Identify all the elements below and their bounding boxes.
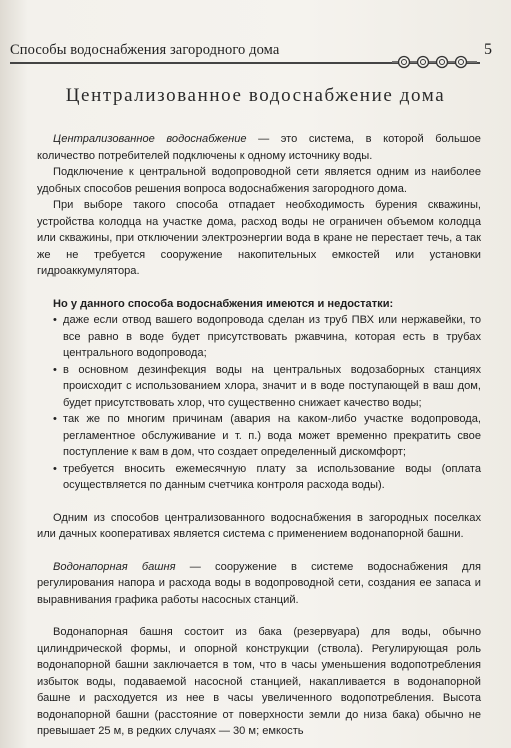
tower-definition: — сооружение в системе водоснабжения для регулирования напора и расхода воды в водопроводной сети, создания ее запаса и выравнивания графика работы насосных станций. bbox=[37, 560, 481, 606]
main-text bbox=[37, 131, 481, 740]
bullet-icon: • bbox=[53, 462, 57, 475]
intro-paragraph bbox=[37, 131, 481, 164]
list-item: • так же по многим причинам (авария на каком-либо участке водопровода, регламентное обслуживание и т. п.) вода может временно прекратить свое поступление к вам в дом, что создает определенный дискомфорт; bbox=[53, 413, 481, 458]
paragraph: При выборе такого способа отпадает необходимость бурения скважины, устройства колодца на участке дома, расход воды не ограничен объемом колодца или скважины, при отключении электроэнергии вода в кране не перестает течь, а так же не требуется сооружение накопительных емкостей или установки гидроаккумулятора. bbox=[37, 199, 481, 277]
list-item: • требуется вносить ежемесячную плату за использование воды (оплата осуществляется по данным счетчика контроля расхода воды). bbox=[53, 462, 481, 491]
intro-term: Централизованное водоснабжение bbox=[53, 133, 247, 145]
tower-description-paragraph: Водонапорная башня состоит из бака (резервуара) для воды, обычно цилиндрической формы, и опорной конструкции (ствола). Регулирующая роль водонапорной башни заключается в том, что в часы уменьшения водопотребления избыток воды, подаваемой насосной станцией, накапливается в водонапорной башне и расходуется из нее в часы увеличенного водопотребления. Высота водонапорной башни (расстояние от поверхности земли до низа бака) обычно не превышает 25 м, в редких случаях — 30 м; емкость bbox=[37, 626, 481, 737]
page-number: 5 bbox=[484, 41, 492, 58]
bullet-icon: • bbox=[53, 363, 57, 376]
header-ornament-icon bbox=[392, 55, 477, 69]
list-item: • даже если отвод вашего водопровода сделан из труб ПВХ или нержавейки, то все равно в воде будет присутствовать ржавчина, которая есть в трубах центрального водопровода; bbox=[53, 314, 481, 359]
running-title: Способы водоснабжения загородного дома bbox=[10, 42, 280, 58]
intro-definition: — это система, в которой большое количество потребителей подключены к одному источнику воды. bbox=[37, 133, 481, 162]
list-item: • в основном дезинфекция воды на центральных водозаборных станциях происходит с использованием хлора, значит и в воде поступающей в ваш дом, будет присутствовать хлор, что существенно снижает качество воды; bbox=[53, 363, 481, 409]
tower-definition-paragraph bbox=[37, 559, 481, 609]
tower-intro-paragraph: Одним из способов централизованного водоснабжения в загородных поселках или дачных кооперативах является система с применением водонапорной башни. bbox=[37, 511, 481, 540]
tower-term: Водонапорная башня bbox=[53, 560, 176, 573]
cons-list bbox=[37, 312, 481, 494]
bullet-icon: • bbox=[53, 314, 57, 326]
chapter-title: Централизованное водоснабжение дома bbox=[65, 85, 446, 106]
bullet-icon: • bbox=[53, 413, 57, 425]
paragraph: Подключение к центральной водопроводной сети является одним из наиболее удобных способов решения вопроса водоснабжения загородного дома. bbox=[37, 166, 481, 195]
cons-heading: Но у данного способа водоснабжения имеются и недостатки: bbox=[53, 297, 394, 310]
